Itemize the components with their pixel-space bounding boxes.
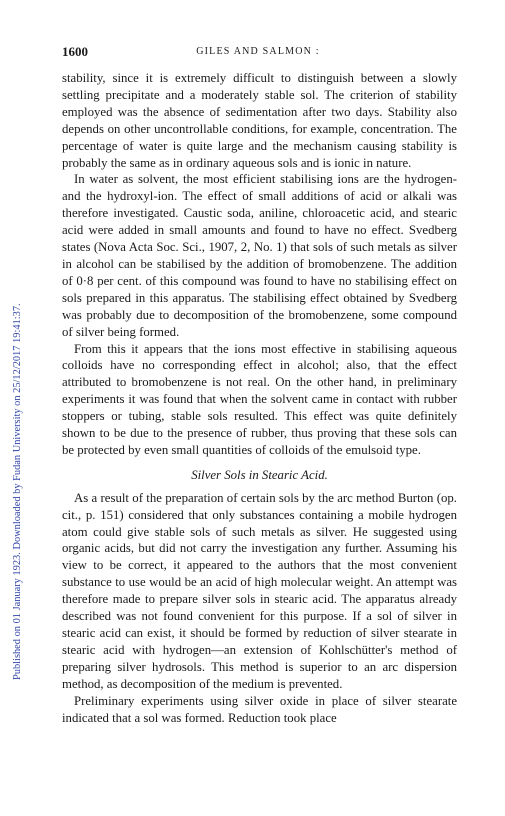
paragraph-preliminary-experiments: Preliminary experiments using silver oxide in place of silver stearate indicated that a sol was formed. Reduction took place bbox=[62, 693, 457, 725]
page-number: 1600 bbox=[62, 44, 88, 59]
paragraph-burton-method: As a result of the preparation of certain sols by the arc method Burton (op. cit., p. 151) considered that only substances containing a mobile hydrogen atom could give stable sols of such metals as silver. He suggested using organic acids, but did not carry the investigation any further. Assuming his view to be correct, it appeared to the authors that the most convenient substance to use would be an acid of high molecular weight. An attempt was therefore made to prepare silver sols in stearic acid. The apparatus already described was not found convenient for this purpose. If a sol of silver in stearic acid can exist, it should be formed by reduction of silver stearate in stearic acid with hydrogen—an extension of Kohlschütter's method of preparing silver hydrosols. This method is superior to an arc dispersion method, as decomposition of the medium is prevented. bbox=[62, 490, 457, 691]
publication-stamp: Published on 01 January 1923. Downloaded by Fudan University on 25/12/2017 19:41:37. bbox=[12, 303, 23, 680]
paragraph-continued: stability, since it is extremely difficult to distinguish between a slowly settling precipitate and a moderately stable sol. The criterion of stability employed was the absence of sedimentation after two days. Stability also depends on other uncontrollable conditions, for example, concentration. The percentage of water is quite large and the mechanism causing stability is probably the same as in ordinary aqueous sols and is ionic in nature. bbox=[62, 71, 457, 170]
section-heading: Silver Sols in Stearic Acid. bbox=[191, 467, 328, 482]
page-header bbox=[62, 44, 454, 60]
article-body bbox=[62, 70, 457, 726]
paragraph-rubber-effect: From this it appears that the ions most effective in stabilising aqueous colloids have no corresponding effect in alcohol; also, that the effect attributed to bromobenzene is not real. On the other hand, in preliminary experiments it was found that when the solvent came in contact with rubber stoppers or tubing, stable sols resulted. This effect was quite definitely shown to be due to the presence of rubber, thus proving that these sols can be protected by even small quantities of colloids of the emulsoid type. bbox=[62, 341, 457, 457]
running-head: GILES AND SALMON : bbox=[196, 46, 320, 57]
paragraph-stabilising-ions: In water as solvent, the most efficient stabilising ions are the hydrogen- and the hydroxyl-ion. The effect of small additions of acid or alkali was therefore investigated. Caustic soda, aniline, chloroacetic acid, and stearic acid were added in small amounts and found to have no effect. Svedberg states (Nova Acta Soc. Sci., 1907, 2, No. 1) that sols of such metals as silver in alcohol can be stabilised by the addition of bromobenzene. The addition of 0·8 per cent. of this compound was found to have no stabilising effect on sols prepared in this apparatus. The stabilising effect obtained by Svedberg was probably due to decomposition of the bromobenzene, some compound of silver being formed. bbox=[62, 172, 457, 339]
